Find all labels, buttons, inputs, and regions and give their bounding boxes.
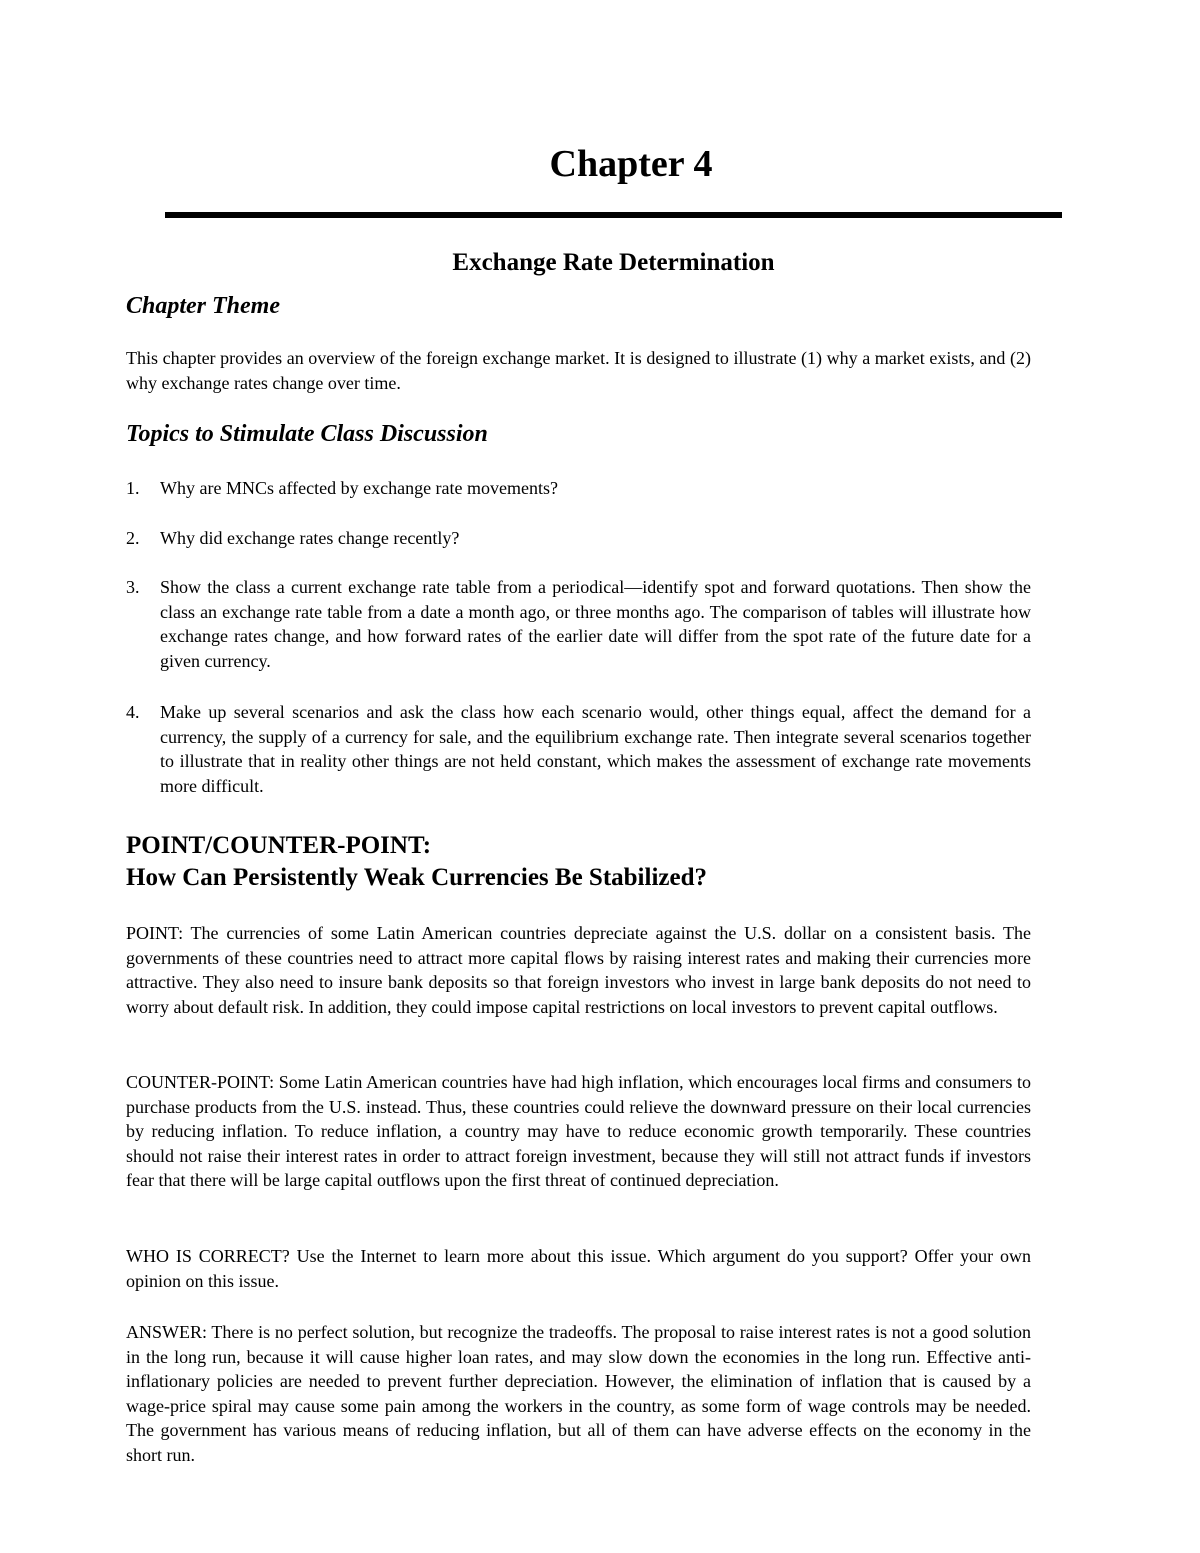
pcp-heading-line1: POINT/COUNTER-POINT:: [126, 832, 432, 859]
point-paragraph: POINT: The currencies of some Latin American countries depreciate against the U.S. dollar on a consistent basis. The governments of these countries need to attract more capital flows by raising interest rates and making their currencies more attractive. They also need to insure bank deposits so that foreign investors who invest in large bank deposits do not need to worry about default risk. In addition, they could impose capital restrictions on local investors to prevent capital outflows.: [126, 923, 1031, 1017]
chapter-title: Chapter 4: [549, 143, 713, 185]
topic-text: Make up several scenarios and ask the class how each scenario would, other things equal, affect the demand for a currency, the supply of a currency for sale, and the equilibrium exchange rate. Then integrate several scenarios together to illustrate that in reality other things are not held constant, which makes the assessment of exchange rate movements more difficult.: [160, 702, 1031, 796]
topic-number: 1.: [126, 478, 140, 498]
topic-number: 2.: [126, 528, 140, 548]
topic-item-4: [126, 700, 1031, 798]
topics-heading: Topics to Stimulate Class Discussion: [126, 421, 488, 447]
topic-number: 3.: [126, 577, 140, 597]
chapter-theme-text: This chapter provides an overview of the foreign exchange market. It is designed to illustrate (1) why a market exists, and (2) why exchange rates change over time.: [126, 348, 1031, 393]
topic-text: Show the class a current exchange rate table from a periodical—identify spot and forward quotations. Then show the class an exchange rate table from a date a month ago, or three months ago. The comparison of tables will illustrate how exchange rates change, and how forward rates of the earlier date will differ from the spot rate of the future date for a given currency.: [160, 577, 1031, 671]
pcp-heading-line2: How Can Persistently Weak Currencies Be Stabilized?: [126, 864, 707, 891]
title-rule-divider: [165, 212, 1062, 218]
topic-number: 4.: [126, 702, 140, 722]
topic-item-2: [126, 526, 1031, 551]
point-counter-point-heading: [126, 830, 1031, 894]
answer-paragraph: ANSWER: There is no perfect solution, but recognize the tradeoffs. The proposal to raise interest rates is not a good solution in the long run, because it will cause higher loan rates, and may slow down the economies in the long run. Effective anti-inflationary policies are needed to prevent further depreciation. However, the elimination of inflation that is caused by a wage-price spiral may cause some pain among the workers in the country, as some form of wage controls may be needed. The government has various means of reducing inflation, but all of them can have adverse effects on the economy in the short run.: [126, 1322, 1031, 1465]
chapter-subtitle: Exchange Rate Determination: [452, 249, 775, 276]
who-is-correct-paragraph: WHO IS CORRECT? Use the Internet to learn more about this issue. Which argument do you support? Offer your own opinion on this issue.: [126, 1246, 1031, 1291]
topic-text: Why did exchange rates change recently?: [160, 528, 460, 548]
counter-point-paragraph: COUNTER-POINT: Some Latin American countries have had high inflation, which encourages local firms and consumers to purchase products from the U.S. instead. Thus, these countries could relieve the downward pressure on their local currencies by reducing inflation. To reduce inflation, a country may have to reduce economic growth temporarily. These countries should not raise their interest rates in order to attract foreign investment, because they will still not attract funds if investors fear that there will be large capital outflows upon the first threat of continued depreciation.: [126, 1072, 1031, 1191]
topic-item-3: [126, 575, 1031, 673]
chapter-theme-heading: Chapter Theme: [126, 293, 280, 319]
topic-item-1: [126, 476, 1031, 501]
topic-text: Why are MNCs affected by exchange rate movements?: [160, 478, 559, 498]
